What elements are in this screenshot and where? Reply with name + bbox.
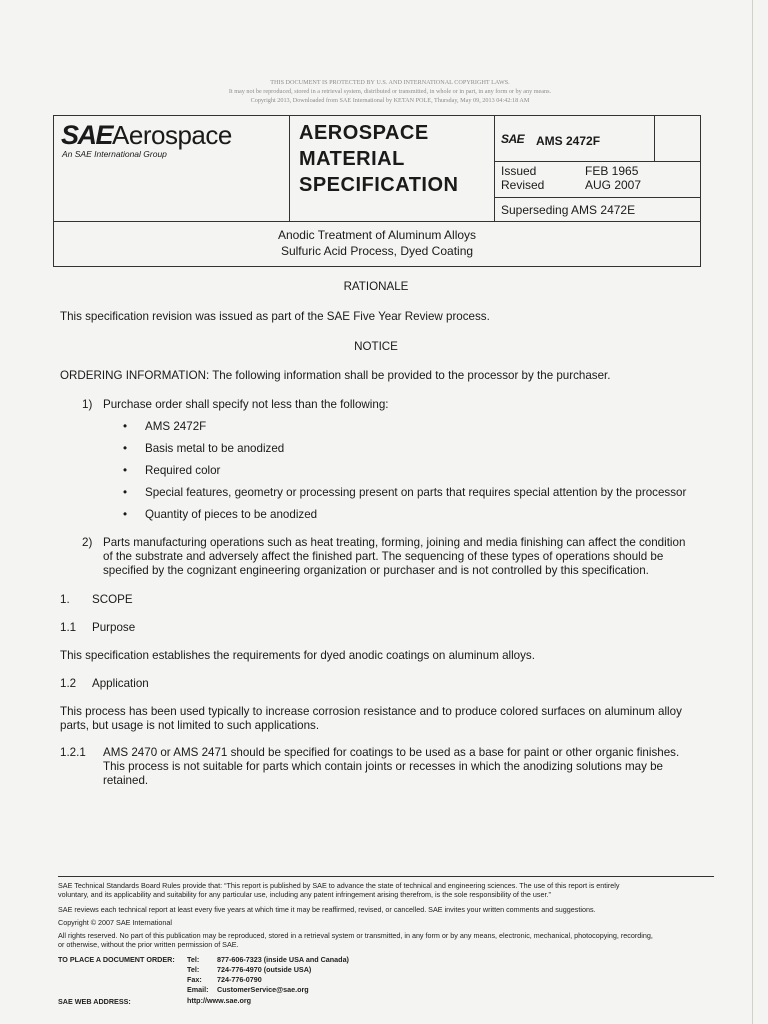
logo-aerospace-text: Aerospace xyxy=(112,120,232,150)
section-1-1-text: This specification establishes the requirements for dyed anodic coatings on aluminum alloys. xyxy=(60,649,535,662)
section-1-2-1-line-3: retained. xyxy=(103,774,149,787)
revised-label: Revised xyxy=(501,178,545,192)
section-1-2-line-1: This process has been used typically to increase corrosion resistance and to produce colored surfaces on aluminum alloy xyxy=(60,705,682,718)
footer-rules xyxy=(58,881,718,899)
section-1-1-heading: Purpose xyxy=(92,621,136,634)
footer-divider xyxy=(58,876,714,877)
section-1-2-1-line-2: This process is not suitable for parts which contain joints or recesses in which the anodizing solutions may be xyxy=(103,760,663,773)
contact-value: 724-776-0790 xyxy=(217,975,262,984)
contact-label: Tel: xyxy=(187,955,200,964)
issued-date: FEB 1965 xyxy=(585,164,639,178)
bullet-dot: • xyxy=(123,442,128,455)
footer-rules-line-1: SAE Technical Standards Board Rules provide that: “This report is published by SAE to advance the state of technical and engineering sciences. The use of this report is entirely xyxy=(58,881,620,890)
order-label: TO PLACE A DOCUMENT ORDER: xyxy=(58,955,175,964)
item-1-number: 1) xyxy=(82,398,93,411)
scope-number: 1. xyxy=(60,593,70,606)
footer-review: SAE reviews each technical report at least every five years at which time it may be reaffirmed, revised, or cancelled. SAE invites your written comments and suggestions. xyxy=(58,905,596,914)
subject-line-2: Sulfuric Acid Process, Dyed Coating xyxy=(280,244,474,258)
spec-type-title xyxy=(299,120,458,198)
header-box xyxy=(53,115,701,267)
bullet-dot: • xyxy=(123,508,128,521)
footer-rights xyxy=(58,931,718,949)
doc-number: AMS 2472F xyxy=(536,134,601,148)
doc-sae-logo: SAE xyxy=(501,132,525,146)
bullet-dot: • xyxy=(123,420,128,433)
section-1-2-1-line-1: AMS 2470 or AMS 2471 should be specified for coatings to be used as a base for paint or other organic finishes. xyxy=(103,746,680,759)
email-link[interactable]: CustomerService@sae.org xyxy=(217,985,309,994)
copyright-line-3: Copyright 2013, Downloaded from SAE International by KETAN POLE, Thursday, May 09, 2013 04:42:18 AM xyxy=(250,97,530,104)
title-line-1: AEROSPACE xyxy=(299,122,429,144)
contact-value: 877-606-7323 (inside USA and Canada) xyxy=(217,955,349,964)
item-2-line-2: of the substrate and adversely affect the finished part. The sequencing of these types of operations should be xyxy=(103,550,664,563)
scan-edge-line xyxy=(752,0,753,1024)
logo-sae-text: SAE xyxy=(61,120,113,150)
section-1-2-number: 1.2 xyxy=(60,677,77,690)
web-address-label: SAE WEB ADDRESS: xyxy=(58,997,131,1006)
footer-rights-line-2: or otherwise, without the prior written permission of SAE. xyxy=(58,940,239,950)
list-item: Special features, geometry or processing present on parts that requires special attention by the processor xyxy=(145,486,687,499)
footer-rights-line-1: All rights reserved. No part of this publication may be reproduced, stored in a retrieval system or transmitted, in any form or by any means, electronic, mechanical, photocopying, recording, xyxy=(58,931,653,940)
item-2-line-1: Parts manufacturing operations such as heat treating, forming, joining and media finishing can affect the condition xyxy=(103,536,686,549)
list-item: Basis metal to be anodized xyxy=(145,442,285,455)
revised-date: AUG 2007 xyxy=(585,178,642,192)
contact-value: 724-776-4970 (outside USA) xyxy=(217,965,312,974)
issued-label: Issued xyxy=(501,164,537,178)
item-2-line-3: specified by the cognizant engineering organization or purchaser and is not controlled by this specification. xyxy=(103,564,649,577)
list-item: Quantity of pieces to be anodized xyxy=(145,508,318,521)
item-2-number: 2) xyxy=(82,536,93,549)
footer-copyright: Copyright © 2007 SAE International xyxy=(58,918,172,927)
superseding-note: Superseding AMS 2472E xyxy=(501,203,636,217)
bullet-dot: • xyxy=(123,464,128,477)
list-item: AMS 2472F xyxy=(145,420,207,433)
title-line-3: SPECIFICATION xyxy=(299,174,459,196)
contact-label: Tel: xyxy=(187,965,200,974)
contact-label: Email: xyxy=(187,985,209,994)
copyright-line-1: THIS DOCUMENT IS PROTECTED BY U.S. AND INTERNATIONAL COPYRIGHT LAWS. xyxy=(270,79,510,86)
logo-subtitle: An SAE International Group xyxy=(62,149,167,159)
subject-line-1: Anodic Treatment of Aluminum Alloys xyxy=(277,228,477,242)
copyright-notice xyxy=(160,78,620,105)
section-1-2-1-number: 1.2.1 xyxy=(60,746,86,759)
web-address-link[interactable]: http://www.sae.org xyxy=(187,996,252,1005)
list-item: Required color xyxy=(145,464,221,477)
bullet-dot: • xyxy=(123,486,128,499)
notice-heading: NOTICE xyxy=(354,340,398,353)
section-1-2-line-2: parts, but usage is not limited to such applications. xyxy=(60,719,320,732)
section-1-2-heading: Application xyxy=(92,677,149,690)
title-line-2: MATERIAL xyxy=(299,148,405,170)
item-1-text: Purchase order shall specify not less than the following: xyxy=(103,398,389,411)
scope-heading: SCOPE xyxy=(92,593,133,606)
section-1-1-number: 1.1 xyxy=(60,621,77,634)
rationale-heading: RATIONALE xyxy=(343,280,409,293)
sae-aerospace-logo xyxy=(61,120,232,151)
rationale-text: This specification revision was issued as part of the SAE Five Year Review process. xyxy=(60,310,490,323)
footer-rules-line-2: voluntary, and its applicability and suitability for any particular use, including any patent infringement arising therefrom, is the sole responsibility of the user.” xyxy=(58,890,551,900)
document-subject xyxy=(54,227,700,259)
contact-label: Fax: xyxy=(187,975,202,984)
copyright-line-2: It may not be reproduced, stored in a retrieval system, distributed or transmitted, in whole or in part, in any form or by any means. xyxy=(228,88,552,95)
ordering-information: ORDERING INFORMATION: The following information shall be provided to the processor by the purchaser. xyxy=(60,369,611,382)
